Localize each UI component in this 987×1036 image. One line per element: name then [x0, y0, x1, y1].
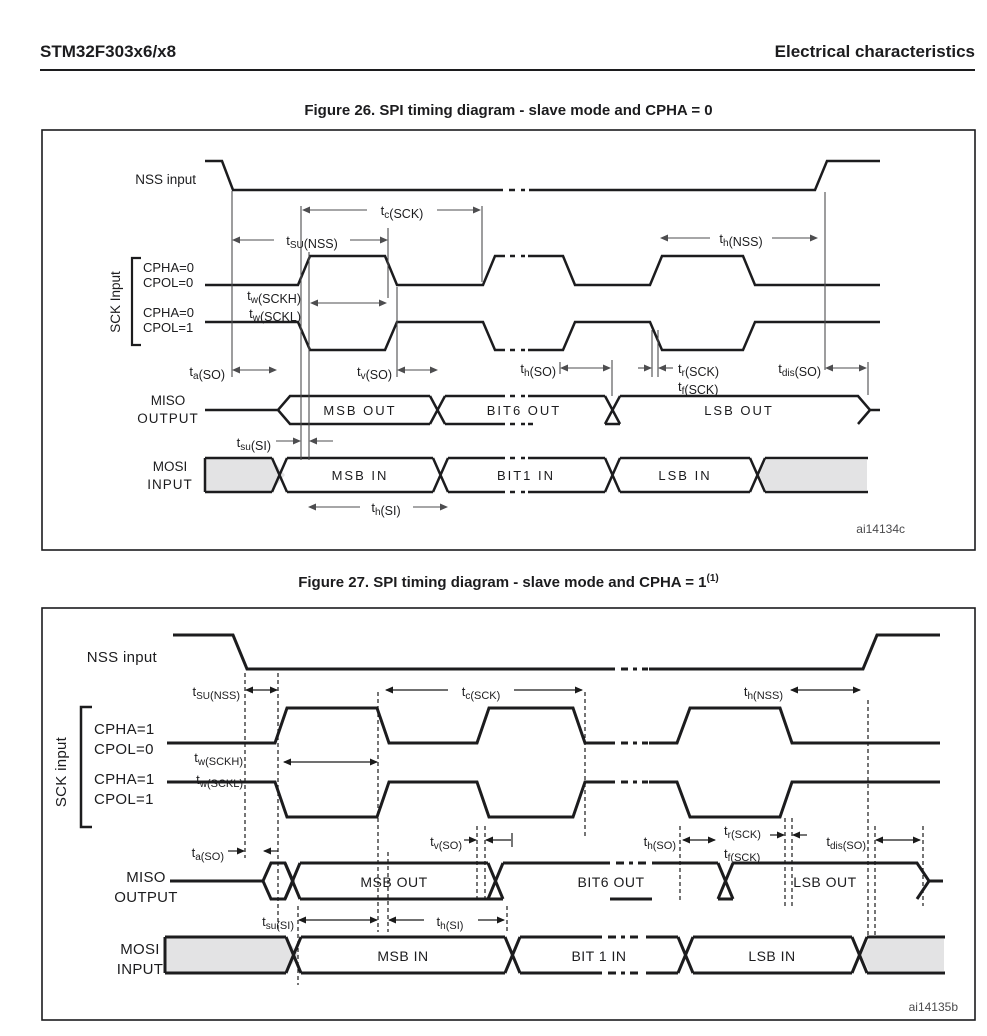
fig27-nss-waveform: [173, 635, 940, 669]
fig27-tr-sck-label: $t_r(SCK)$: [724, 823, 761, 841]
fig26-tc-sck-label: $t_c(SCK)$: [380, 203, 424, 221]
fig26-tdis-so-label: $t_{dis}(SO)$: [778, 361, 821, 379]
fig27-th-nss-label: $t_h(NSS)$: [743, 684, 783, 702]
figure26-diagram: [42, 130, 975, 550]
fig26-mosi-lsb-in: LSB IN: [658, 468, 712, 483]
fig26-cpha0-cpol0-label-2: CPOL=0: [143, 275, 194, 290]
fig26-miso-msb-out: MSB OUT: [323, 403, 397, 418]
fig27-ta-so-label: $t_a(SO)$: [191, 845, 224, 863]
fig27-miso-label-1: MISO: [126, 869, 166, 886]
fig27-mosi-lsb-in: LSB IN: [748, 948, 796, 964]
fig27-cpha1-cpol0-label-2: CPOL=0: [94, 741, 154, 758]
fig26-cpha0-cpol0-label-1: CPHA=0: [143, 260, 194, 275]
fig27-image-code: ai14135b: [908, 1000, 958, 1014]
fig27-mosi-msb-in: MSB IN: [377, 948, 429, 964]
fig26-th-si-label: $t_h(SI)$: [371, 500, 401, 518]
fig27-sck-cpol0-waveform: [167, 708, 940, 743]
fig26-mosi-label-2: INPUT: [147, 477, 193, 492]
fig27-tw-sckh-label: $t_w(SCKH)$: [194, 750, 243, 768]
fig27-th-so-label: $t_h(SO)$: [643, 834, 676, 852]
fig26-sck-group-label: SCK Input: [108, 271, 123, 333]
fig27-sck-group-label: SCK input: [53, 736, 70, 808]
fig26-miso-bit6-out: BIT6 OUT: [486, 403, 562, 418]
fig26-miso-lsb-out: LSB OUT: [704, 403, 774, 418]
fig27-cpha1-cpol0-label-1: CPHA=1: [94, 721, 155, 738]
fig26-sck-cpol0-waveform: [205, 256, 880, 285]
fig26-ta-so-label: $t_a(SO)$: [189, 364, 225, 382]
fig27-tsu-nss-label: $t_{SU}(NSS)$: [192, 684, 240, 702]
fig26-th-so-label: $t_h(SO)$: [520, 361, 556, 379]
fig27-mosi-waveform: [165, 937, 945, 973]
fig26-reference-lines: [232, 191, 868, 460]
fig26-cpha0-cpol1-label-1: CPHA=0: [143, 305, 194, 320]
fig27-tdis-so-label: $t_{dis}(SO)$: [826, 834, 866, 852]
figure26-title: Figure 26. SPI timing diagram - slave mode and CPHA = 0: [304, 102, 713, 119]
fig26-image-code: ai14134c: [856, 522, 905, 536]
fig27-miso-label-2: OUTPUT: [114, 889, 178, 906]
fig26-tsu-nss-label: $t_{SU}(NSS)$: [286, 233, 338, 251]
fig27-miso-lsb-out: LSB OUT: [793, 874, 857, 890]
fig26-mosi-bit1-in: BIT1 IN: [496, 468, 556, 483]
fig27-cpha1-cpol1-label-1: CPHA=1: [94, 771, 155, 788]
fig26-mosi-label-1: MOSI: [152, 459, 188, 474]
fig26-tr-sck-label: $t_r(SCK)$: [678, 361, 719, 379]
fig26-tv-so-label: $t_v(SO)$: [356, 364, 392, 382]
fig26-sck-bracket: [132, 258, 141, 345]
fig27-sck-cpol1-waveform: [167, 782, 940, 817]
fig26-cpha0-cpol1-label-2: CPOL=1: [143, 320, 194, 335]
fig26-sck-cpol1-waveform: [205, 322, 880, 350]
fig27-tf-sck-label: $t_f(SCK)$: [724, 846, 761, 864]
section-title: Electrical characteristics: [774, 42, 975, 61]
fig26-miso-label-1: MISO: [150, 393, 186, 408]
fig27-miso-msb-out: MSB OUT: [360, 874, 428, 890]
fig27-sck-bracket: [81, 707, 92, 827]
fig26-miso-label-2: OUTPUT: [137, 411, 199, 426]
fig27-miso-bit6-out: BIT6 OUT: [577, 874, 645, 890]
fig27-mosi-label-2: INPUT: [116, 961, 164, 978]
fig26-mosi-msb-in: MSB IN: [331, 468, 389, 483]
fig27-tv-so-label: $t_v(SO)$: [430, 834, 462, 852]
fig26-th-nss-label: $t_h(NSS)$: [719, 231, 763, 249]
fig26-tw-sckl-label: $t_w(SCKL)$: [249, 306, 301, 324]
fig27-cpha1-cpol1-label-2: CPOL=1: [94, 791, 154, 808]
fig27-nss-label: NSS input: [86, 649, 157, 666]
fig26-tsu-si-label: $t_{su}(SI)$: [236, 435, 271, 453]
figure27-title-superscript: (1): [706, 573, 719, 584]
fig27-th-si-label: $t_h(SI)$: [436, 914, 464, 932]
fig27-tsu-si-label: $t_{su}(SI)$: [262, 914, 294, 932]
fig26-tf-sck-label: $t_f(SCK)$: [678, 379, 719, 397]
fig26-nss-label: NSS input: [135, 172, 196, 187]
fig27-tw-sckl-label: $t_w(SCKL)$: [196, 772, 243, 790]
figure27-title: Figure 27. SPI timing diagram - slave mode and CPHA = $1^{(1)}$: [298, 573, 719, 591]
fig26-nss-waveform: [205, 161, 880, 190]
fig27-mosi-label-1: MOSI: [120, 941, 160, 958]
fig27-tc-sck-label: $t_c(SCK)$: [461, 684, 501, 702]
figure27-diagram: [42, 608, 975, 1020]
fig26-tw-sckh-label: $t_w(SCKH)$: [247, 288, 301, 306]
document-part-number: STM32F303x6/x8: [40, 42, 177, 61]
fig27-mosi-bit1-in: BIT 1 IN: [571, 948, 627, 964]
